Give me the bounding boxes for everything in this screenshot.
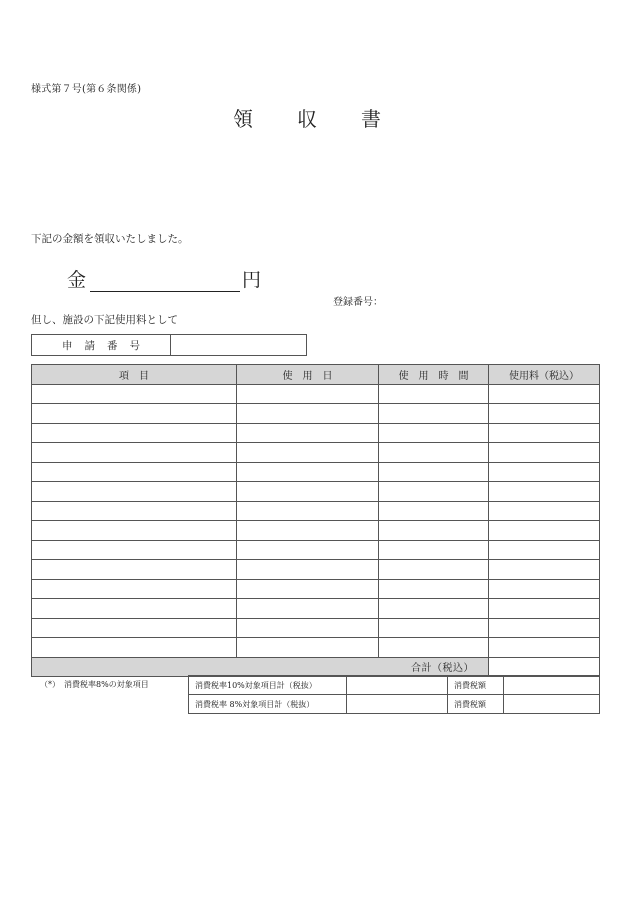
registration-number-label: 登録番号： bbox=[333, 297, 383, 308]
date-cell[interactable] bbox=[237, 482, 379, 502]
column-header-fee: 使用料（税込） bbox=[489, 365, 600, 385]
amount-field[interactable] bbox=[90, 269, 240, 292]
fee-cell[interactable] bbox=[489, 482, 600, 502]
item-cell[interactable] bbox=[32, 404, 237, 424]
item-cell[interactable] bbox=[32, 482, 237, 502]
item-cell[interactable] bbox=[32, 501, 237, 521]
fee-cell[interactable] bbox=[489, 540, 600, 560]
fee-cell[interactable] bbox=[489, 423, 600, 443]
item-cell[interactable] bbox=[32, 638, 237, 658]
table-row bbox=[32, 501, 600, 521]
fee-cell[interactable] bbox=[489, 443, 600, 463]
tax-row-10 bbox=[189, 676, 600, 695]
date-cell[interactable] bbox=[237, 540, 379, 560]
time-cell[interactable] bbox=[379, 579, 489, 599]
item-cell[interactable] bbox=[32, 618, 237, 638]
table-row bbox=[32, 560, 600, 580]
table-row bbox=[32, 482, 600, 502]
table-row bbox=[32, 521, 600, 541]
fee-cell[interactable] bbox=[489, 501, 600, 521]
time-cell[interactable] bbox=[379, 540, 489, 560]
tax-8-amount[interactable] bbox=[347, 695, 448, 714]
tax-10-tax-value[interactable] bbox=[504, 676, 600, 695]
received-text: 下記の金額を領収いたしました。 bbox=[31, 233, 189, 245]
time-cell[interactable] bbox=[379, 560, 489, 580]
table-row bbox=[32, 579, 600, 599]
tax-8-tax-label: 消費税額 bbox=[448, 695, 504, 714]
date-cell[interactable] bbox=[237, 521, 379, 541]
date-cell[interactable] bbox=[237, 579, 379, 599]
tax-8-label: 消費税率 8%対象項目計（税抜） bbox=[189, 695, 347, 714]
date-cell[interactable] bbox=[237, 599, 379, 619]
amount-prefix: 金 bbox=[67, 269, 87, 291]
column-header-time: 使用時間 bbox=[379, 365, 489, 385]
fee-cell[interactable] bbox=[489, 384, 600, 404]
date-cell[interactable] bbox=[237, 423, 379, 443]
amount-suffix: 円 bbox=[242, 269, 262, 291]
item-cell[interactable] bbox=[32, 521, 237, 541]
date-cell[interactable] bbox=[237, 618, 379, 638]
item-cell[interactable] bbox=[32, 423, 237, 443]
table-row bbox=[32, 443, 600, 463]
time-cell[interactable] bbox=[379, 423, 489, 443]
fee-cell[interactable] bbox=[489, 579, 600, 599]
date-cell[interactable] bbox=[237, 384, 379, 404]
column-header-item: 項目 bbox=[32, 365, 237, 385]
time-cell[interactable] bbox=[379, 521, 489, 541]
total-row bbox=[32, 657, 600, 677]
table-header-row bbox=[32, 365, 600, 385]
application-number-box bbox=[31, 334, 307, 356]
page-title: 領収書 bbox=[233, 107, 425, 131]
fee-cell[interactable] bbox=[489, 404, 600, 424]
table-row bbox=[32, 423, 600, 443]
table-row bbox=[32, 599, 600, 619]
date-cell[interactable] bbox=[237, 560, 379, 580]
tax-table bbox=[188, 675, 600, 714]
date-cell[interactable] bbox=[237, 501, 379, 521]
fee-cell[interactable] bbox=[489, 462, 600, 482]
time-cell[interactable] bbox=[379, 443, 489, 463]
application-number-field[interactable] bbox=[171, 335, 306, 355]
time-cell[interactable] bbox=[379, 462, 489, 482]
application-number-label: 申請番号 bbox=[32, 335, 171, 355]
time-cell[interactable] bbox=[379, 404, 489, 424]
table-row bbox=[32, 462, 600, 482]
time-cell[interactable] bbox=[379, 599, 489, 619]
date-cell[interactable] bbox=[237, 443, 379, 463]
item-cell[interactable] bbox=[32, 540, 237, 560]
purpose-text: 但し、施設の下記使用料として bbox=[31, 314, 178, 326]
table-row bbox=[32, 404, 600, 424]
tax-8-tax-value[interactable] bbox=[504, 695, 600, 714]
fee-cell[interactable] bbox=[489, 521, 600, 541]
amount-line bbox=[67, 265, 261, 292]
item-cell[interactable] bbox=[32, 384, 237, 404]
time-cell[interactable] bbox=[379, 384, 489, 404]
time-cell[interactable] bbox=[379, 482, 489, 502]
total-label: 合計（税込） bbox=[32, 657, 489, 677]
table-row bbox=[32, 384, 600, 404]
fee-cell[interactable] bbox=[489, 618, 600, 638]
time-cell[interactable] bbox=[379, 638, 489, 658]
date-cell[interactable] bbox=[237, 462, 379, 482]
date-cell[interactable] bbox=[237, 404, 379, 424]
item-cell[interactable] bbox=[32, 560, 237, 580]
tax-10-amount[interactable] bbox=[347, 676, 448, 695]
table-row bbox=[32, 638, 600, 658]
item-cell[interactable] bbox=[32, 443, 237, 463]
form-number: 様式第７号(第６条関係) bbox=[31, 84, 142, 95]
fee-cell[interactable] bbox=[489, 638, 600, 658]
item-cell[interactable] bbox=[32, 579, 237, 599]
tax-10-label: 消費税率10%対象項目計（税抜） bbox=[189, 676, 347, 695]
item-cell[interactable] bbox=[32, 599, 237, 619]
table-row bbox=[32, 540, 600, 560]
table-row bbox=[32, 618, 600, 638]
usage-table bbox=[31, 364, 600, 677]
time-cell[interactable] bbox=[379, 618, 489, 638]
fee-cell[interactable] bbox=[489, 560, 600, 580]
date-cell[interactable] bbox=[237, 638, 379, 658]
column-header-date: 使用日 bbox=[237, 365, 379, 385]
tax-row-8 bbox=[189, 695, 600, 714]
total-value[interactable] bbox=[489, 657, 600, 677]
fee-cell[interactable] bbox=[489, 599, 600, 619]
tax-note: （*） 消費税率8%の対象項目 bbox=[40, 680, 149, 689]
item-cell[interactable] bbox=[32, 462, 237, 482]
tax-10-tax-label: 消費税額 bbox=[448, 676, 504, 695]
time-cell[interactable] bbox=[379, 501, 489, 521]
